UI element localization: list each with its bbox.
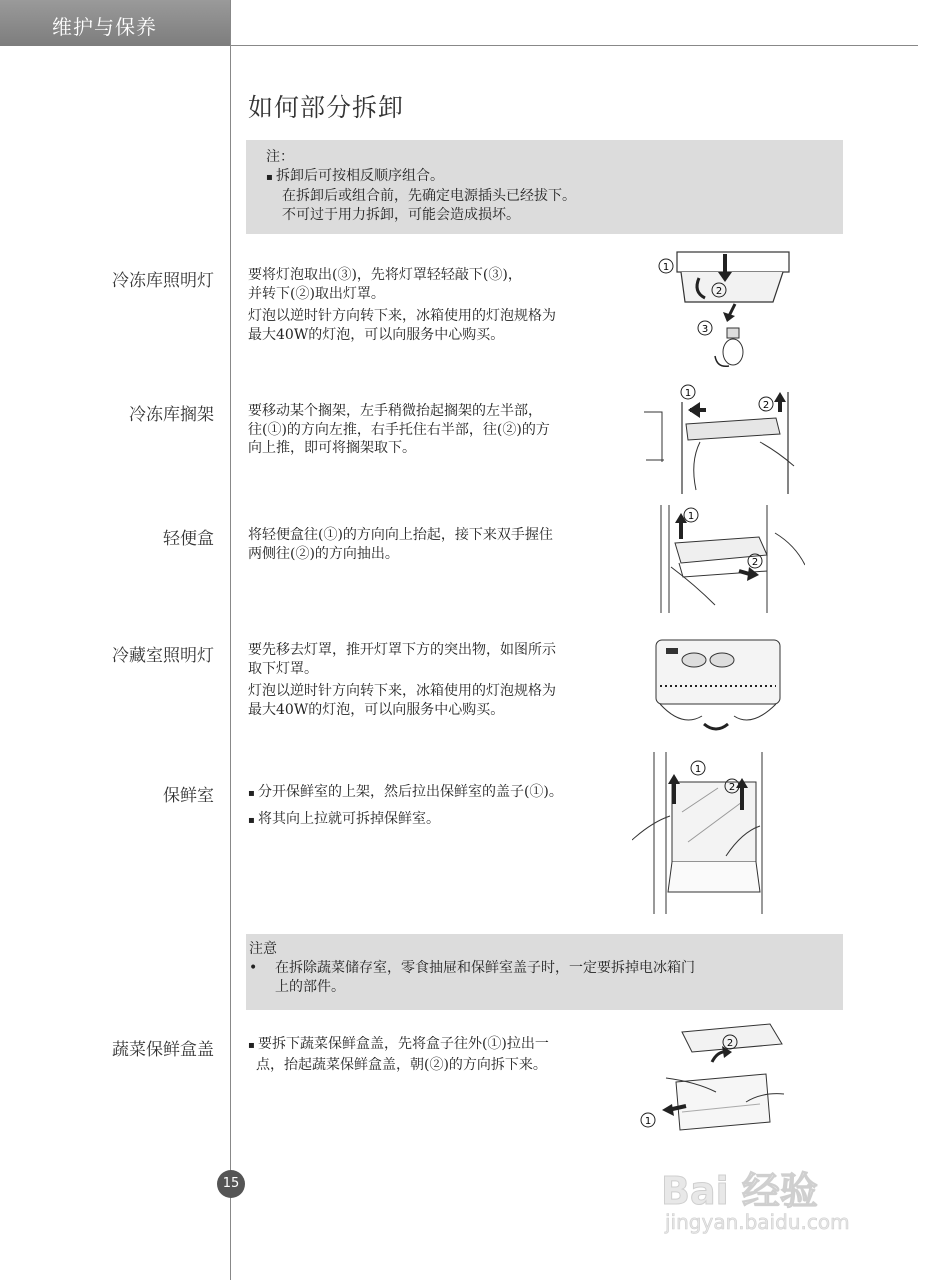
caution-line: 在拆除蔬菜储存室，零食抽屉和保鲜室盖子时，一定要拆掉电冰箱门 — [275, 960, 695, 976]
svg-text:2: 2 — [715, 286, 723, 297]
text-line: 要先移去灯罩，推开灯罩下方的突出物，如图所示 — [248, 642, 556, 658]
svg-text:2: 2 — [751, 557, 759, 568]
left-column-divider — [230, 0, 231, 1280]
svg-text:1: 1 — [662, 262, 670, 273]
header-section-tab — [0, 0, 230, 46]
svg-text:1: 1 — [684, 388, 692, 399]
watermark-url: jingyan.baidu.com — [665, 1210, 850, 1234]
figure-convenience-box — [655, 505, 805, 613]
figure-fridge-light — [652, 638, 784, 740]
section-label-convenience-box: 轻便盒 — [163, 529, 214, 549]
text-line: 取下灯罩。 — [248, 660, 318, 677]
text-line: 灯泡以逆时针方向转下来，冰箱使用的灯泡规格为 — [248, 308, 556, 324]
page-number: 15 — [217, 1170, 245, 1198]
section-text-fresh-room — [248, 783, 563, 834]
section-label-freezer-shelf: 冷冻库搁架 — [129, 405, 214, 425]
note-box — [246, 140, 843, 234]
caution-line: 上的部件。 — [275, 979, 345, 995]
baidu-watermark — [655, 1158, 885, 1248]
text-line: 灯泡以逆时针方向转下来，冰箱使用的灯泡规格为 — [248, 683, 556, 699]
section-label-freezer-light: 冷冻库照明灯 — [112, 271, 214, 291]
svg-text:2: 2 — [726, 1038, 734, 1049]
text-line: 将轻便盒往(①)的方向向上抬起，接下来双手握住 — [248, 527, 553, 543]
text-line: 往(①)的方向左推，右手托住右半部，往(②)的方 — [248, 421, 550, 438]
section-label-fresh-room: 保鲜室 — [163, 786, 214, 806]
text-line: 最大40W的灯泡，可以向服务中心购买。 — [248, 701, 505, 718]
figure-fresh-room — [632, 752, 777, 914]
note-line: 不可过于用力拆卸，可能会造成损坏。 — [282, 207, 520, 223]
section-text-freezer-light — [248, 266, 556, 348]
text-line: 两侧往(②)的方向抽出。 — [248, 545, 399, 562]
text-line: 分开保鲜室的上架，然后拉出保鲜室的盖子(①)。 — [257, 784, 563, 800]
text-line: 点，抬起蔬菜保鲜盒盖，朝(②)的方向拆下来。 — [256, 1056, 547, 1073]
text-line: 最大40W的灯泡，可以向服务中心购买。 — [248, 326, 505, 343]
section-label-fridge-light: 冷藏室照明灯 — [112, 646, 214, 666]
note-line: ▪ 拆卸后可按相反顺序组合。 — [266, 167, 823, 187]
watermark-brand: Bai 经验 — [661, 1169, 818, 1213]
section-label-crisper-cover: 蔬菜保鲜盒盖 — [112, 1040, 214, 1060]
text-line: 要将灯泡取出(③)，先将灯罩轻轻敲下(③)， — [248, 267, 522, 283]
bullet: • — [249, 960, 258, 976]
caution-box — [246, 934, 843, 1010]
header-divider — [230, 45, 918, 46]
caution-label: 注意 — [249, 941, 277, 957]
svg-text:3: 3 — [701, 324, 709, 335]
section-text-fridge-light — [248, 641, 556, 723]
figure-crisper-cover — [636, 1022, 786, 1154]
svg-text:2: 2 — [728, 782, 736, 793]
figure-freezer-shelf — [640, 382, 800, 494]
section-text-convenience-box — [248, 526, 553, 567]
svg-text:2: 2 — [762, 400, 770, 411]
note-label: 注： — [266, 149, 294, 165]
text-line: 向上推，即可将搁架取下。 — [248, 440, 416, 456]
note-line: 在拆卸后或组合前，先确定电源插头已经拔下。 — [282, 188, 576, 204]
page-title: 如何部分拆卸 — [248, 93, 405, 122]
text-line: 将其向上拉就可拆掉保鲜室。 — [257, 810, 440, 827]
svg-text:1: 1 — [644, 1116, 652, 1127]
text-line: 要拆下蔬菜保鲜盒盖，先将盒子往外(①)拉出一 — [257, 1036, 549, 1052]
svg-text:1: 1 — [694, 764, 702, 775]
text-line: 要移动某个搁架，左手稍微抬起搁架的左半部， — [248, 403, 542, 419]
section-text-crisper-cover — [248, 1035, 549, 1078]
svg-text:1: 1 — [687, 511, 695, 522]
caution-item — [249, 959, 840, 997]
section-text-freezer-shelf — [248, 402, 550, 462]
header-section-title: 维护与保养 — [52, 15, 157, 39]
text-line: 并转下(②)取出灯罩。 — [248, 285, 385, 302]
figure-freezer-light — [655, 244, 795, 374]
